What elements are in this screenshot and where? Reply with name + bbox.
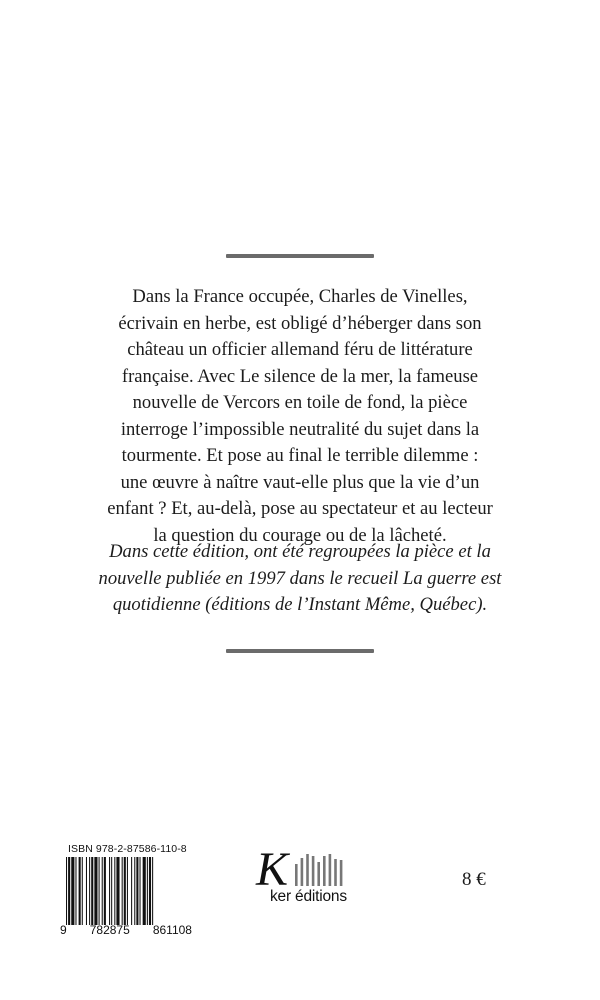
barcode-digits	[60, 923, 192, 937]
note-line: Dans cette édition, ont été regroupées la pièce et la	[109, 541, 491, 562]
blurb-line: château un officier allemand féru de littérature	[127, 339, 473, 360]
price: 8 €	[462, 869, 486, 890]
note-line: quotidienne (éditions de l’Instant Même, Québec).	[112, 594, 488, 615]
blurb-line: enfant ? Et, au-delà, pose au spectateur et au lecteur	[107, 498, 493, 519]
barcode-digit-group: 9	[60, 923, 67, 937]
blurb-line: écrivain en herbe, est obligé d’héberger dans son	[118, 312, 482, 334]
bottom-divider	[226, 649, 374, 653]
blurb-line: Dans la France occupée, Charles de Vinelles,	[132, 286, 468, 307]
blurb-line: une œuvre à naître vaut-elle plus que la vie d’un	[120, 471, 480, 493]
barcode-digit-group: 861108	[152, 923, 192, 937]
isbn-text: ISBN 978-2-87586-110-8	[68, 843, 187, 855]
blurb-line: tourmente. Et pose au final le terrible dilemme :	[121, 445, 479, 466]
barcode-icon	[66, 857, 188, 925]
publisher-name: ker éditions	[270, 888, 347, 905]
barcode-digit-group: 782875	[89, 923, 130, 937]
publisher-mark: K	[256, 843, 289, 896]
back-cover-blurb	[70, 284, 530, 549]
edition-note	[70, 539, 530, 619]
note-line: nouvelle publiée en 1997 dans le recueil La guerre est	[98, 567, 502, 589]
blurb-line: interroge l’impossible neutralité du sujet dans la	[120, 418, 480, 440]
blurb-line: nouvelle de Vercors en toile de fond, la pièce	[132, 392, 468, 413]
blurb-line: française. Avec Le silence de la mer, la fameuse	[121, 365, 479, 387]
top-divider	[226, 254, 374, 258]
logo-bars-icon	[295, 854, 347, 886]
publisher-logo	[252, 843, 347, 912]
blurb-line: la question du courage ou de la lâcheté.	[153, 524, 447, 546]
